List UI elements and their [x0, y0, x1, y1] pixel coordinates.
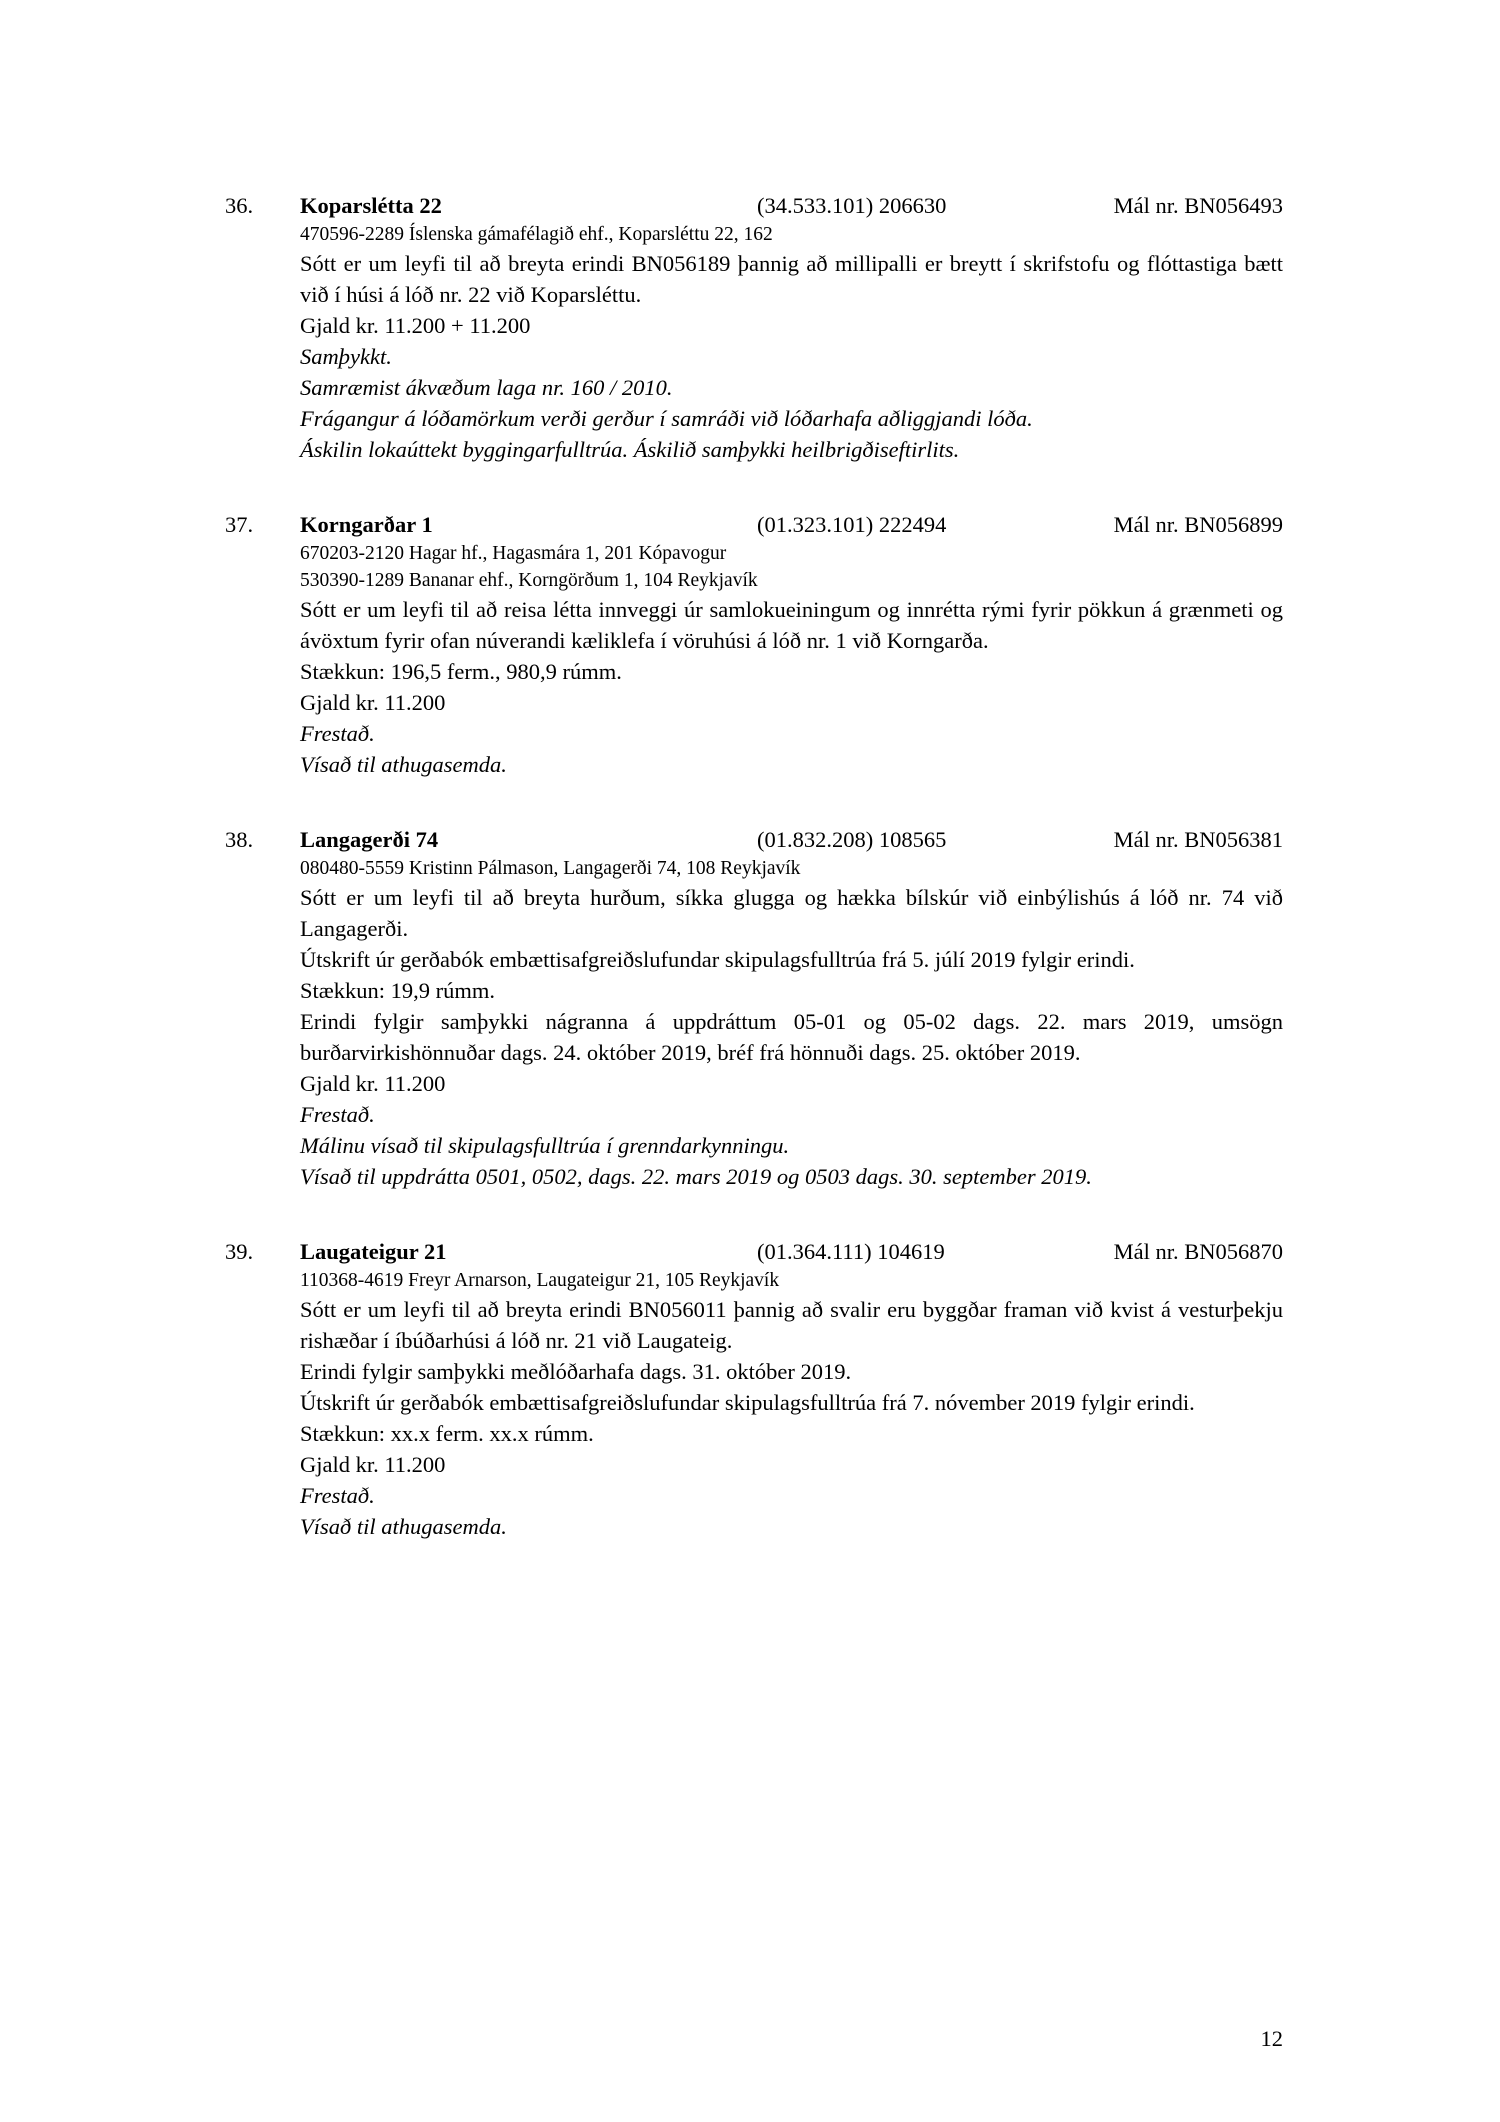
decision-line: Vísað til athugasemda. [300, 1514, 507, 1539]
item-title: Korngarðar 1 [300, 512, 433, 537]
decision-line: Vísað til uppdrátta 0501, 0502, dags. 22. mars 2019 og 0503 dags. 30. september 2019. [300, 1164, 1092, 1189]
item-title: Langagerði 74 [300, 827, 439, 852]
party-line: 080480-5559 Kristinn Pálmason, Langagerði 74, 108 Reykjavík [300, 858, 801, 879]
body-line: Erindi fylgir samþykki nágranna á uppdráttum 05-01 og 05-02 dags. 22. mars 2019, umsögn burðarvirkishönnuðar dags. 24. október 2019, bréf frá hönnuði dags. 25. október 2019. [300, 1009, 1283, 1065]
item-ref-number: (01.323.101) 222494 [757, 512, 947, 537]
item-case-number: Mál nr. BN056899 [1113, 512, 1283, 537]
body-line: Stækkun: xx.x ferm. xx.x rúmm. [300, 1421, 594, 1446]
item-case-number: Mál nr. BN056493 [1113, 193, 1283, 218]
agenda-item [225, 509, 1283, 780]
body-line: Erindi fylgir samþykki meðlóðarhafa dags. 31. október 2019. [300, 1359, 852, 1384]
party-line: 530390-1289 Bananar ehf., Korngörðum 1, 104 Reykjavík [300, 570, 758, 591]
agenda-item [225, 824, 1283, 1192]
item-header [225, 190, 1283, 221]
body-line: Gjald kr. 11.200 [300, 690, 446, 715]
body-line: Sótt er um leyfi til að breyta erindi BN056011 þannig að svalir eru byggðar framan við kvist á vesturþekju rishæðar í íbúðarhúsi á lóð nr. 21 við Laugateig. [300, 1297, 1283, 1353]
item-header [225, 509, 1283, 540]
agenda-item [225, 190, 1283, 465]
body-line: Gjald kr. 11.200 + 11.200 [300, 313, 531, 338]
page-number: 12 [1260, 2026, 1283, 2051]
party-line: 110368-4619 Freyr Arnarson, Laugateigur 21, 105 Reykjavík [300, 1270, 780, 1291]
item-header [225, 824, 1283, 855]
decision-line: Samræmist ákvæðum laga nr. 160 / 2010. [300, 375, 673, 400]
decision-line: Vísað til athugasemda. [300, 752, 507, 777]
item-case-number: Mál nr. BN056870 [1113, 1239, 1283, 1264]
body-line: Stækkun: 19,9 rúmm. [300, 978, 496, 1003]
item-case-number: Mál nr. BN056381 [1113, 827, 1283, 852]
item-number: 36. [225, 193, 254, 218]
decision-line: Áskilin lokaúttekt byggingarfulltrúa. Áskilið samþykki heilbrigðiseftirlits. [300, 437, 960, 462]
item-ref-number: (34.533.101) 206630 [757, 193, 947, 218]
agenda-item [225, 1236, 1283, 1542]
decision-line: Frestað. [300, 721, 375, 746]
body-line: Sótt er um leyfi til að breyta hurðum, síkka glugga og hækka bílskúr við einbýlishús á lóð nr. 74 við Langagerði. [300, 885, 1283, 941]
decision-line: Samþykkt. [300, 344, 392, 369]
decision-line: Frestað. [300, 1483, 375, 1508]
party-line: 470596-2289 Íslenska gámafélagið ehf., Koparsléttu 22, 162 [300, 224, 773, 245]
item-header [225, 1236, 1283, 1267]
item-title: Koparslétta 22 [300, 193, 442, 218]
item-number: 37. [225, 512, 254, 537]
body-line: Útskrift úr gerðabók embættisafgreiðslufundar skipulagsfulltrúa frá 5. júlí 2019 fylgir erindi. [300, 947, 1135, 972]
decision-line: Frestað. [300, 1102, 375, 1127]
decision-line: Frágangur á lóðamörkum verði gerður í samráði við lóðarhafa aðliggjandi lóða. [300, 406, 1033, 431]
body-line: Sótt er um leyfi til að reisa létta innveggi úr samlokueiningum og innrétta rými fyrir pökkun á grænmeti og ávöxtum fyrir ofan núverandi kæliklefa í vöruhúsi á lóð nr. 1 við Korngarða. [300, 597, 1283, 653]
decision-line: Málinu vísað til skipulagsfulltrúa í grenndarkynningu. [300, 1133, 790, 1158]
document-content [225, 190, 1283, 1586]
body-line: Gjald kr. 11.200 [300, 1452, 446, 1477]
party-line: 670203-2120 Hagar hf., Hagasmára 1, 201 Kópavogur [300, 543, 727, 564]
body-line: Gjald kr. 11.200 [300, 1071, 446, 1096]
body-line: Útskrift úr gerðabók embættisafgreiðslufundar skipulagsfulltrúa frá 7. nóvember 2019 fylgir erindi. [300, 1390, 1195, 1415]
body-line: Stækkun: 196,5 ferm., 980,9 rúmm. [300, 659, 622, 684]
item-ref-number: (01.832.208) 108565 [757, 827, 947, 852]
item-title: Laugateigur 21 [300, 1239, 447, 1264]
item-ref-number: (01.364.111) 104619 [757, 1239, 945, 1264]
item-number: 38. [225, 827, 254, 852]
item-number: 39. [225, 1239, 254, 1264]
body-line: Sótt er um leyfi til að breyta erindi BN056189 þannig að millipalli er breytt í skrifstofu og flóttastiga bætt við í húsi á lóð nr. 22 við Koparsléttu. [300, 251, 1283, 307]
